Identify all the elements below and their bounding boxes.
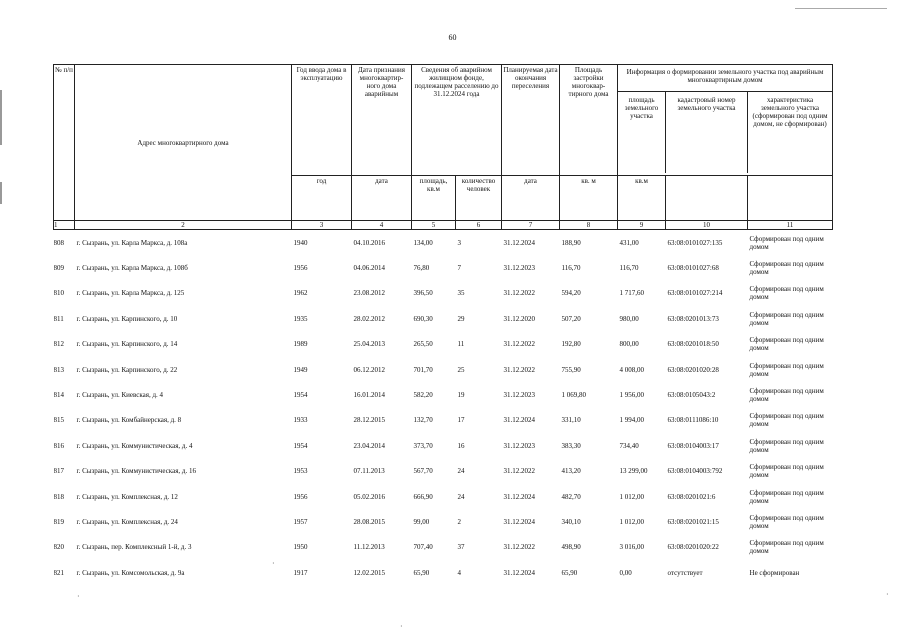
cell-land-char: Сформирован под одним домом xyxy=(749,336,824,353)
cell-building-area: 188,90 xyxy=(561,238,581,247)
cell-land-char: Сформирован под одним домом xyxy=(749,488,824,505)
cell-land-area: 3 016,00 xyxy=(619,543,645,552)
column-number: 11 xyxy=(748,221,833,230)
cell-area: 690,30 xyxy=(413,314,433,323)
cell-num: 814 xyxy=(53,391,64,400)
cell-land-char: Сформирован под одним домом xyxy=(749,513,824,530)
cell-people: 35 xyxy=(457,289,465,298)
cell-area: 65,90 xyxy=(413,568,430,577)
column-number: 2 xyxy=(75,221,292,230)
unit-area: площадь, кв.м xyxy=(412,176,456,221)
cell-address: г. Сызрань, ул. Карпинского, д. 22 xyxy=(76,365,178,374)
unit-year: год xyxy=(292,176,352,221)
cell-area: 76,80 xyxy=(413,264,430,273)
table-row xyxy=(54,433,833,458)
header-land-info-title: Информация о формировании земельного участка под аварийным многоквартирным домом xyxy=(618,65,832,92)
cell-num: 810 xyxy=(53,289,64,298)
cell-address: г. Сызрань, ул. Карла Маркса, д. 108а xyxy=(76,238,188,247)
cell-cadastral: 63:08:0201021:15 xyxy=(667,517,719,526)
header-land-char: характеристика земельного участка (сформирован под одним домом, не сформирован) xyxy=(752,96,828,128)
table-row xyxy=(54,332,833,357)
cell-year: 1935 xyxy=(293,314,308,323)
cell-address: г. Сызрань, ул. Карпинского, д. 14 xyxy=(76,340,178,349)
cell-land-area: 800,00 xyxy=(619,340,639,349)
unit-land-area: кв.м xyxy=(618,176,666,221)
cell-cadastral: 63:08:0105043:2 xyxy=(667,391,716,400)
cell-year: 1933 xyxy=(293,416,308,425)
table-row xyxy=(54,306,833,331)
cell-planned-date: 31.12.2023 xyxy=(503,441,536,450)
cell-cadastral: 63:08:0104003:17 xyxy=(667,441,719,450)
cell-year: 1954 xyxy=(293,391,308,400)
cell-num: 812 xyxy=(53,340,64,349)
cell-land-char: Сформирован под одним домом xyxy=(749,539,824,556)
cell-address: г. Сызрань, ул. Карпинского, д. 10 xyxy=(76,314,178,323)
cell-area: 132,70 xyxy=(413,416,433,425)
header-land-area: площадь земельного участка xyxy=(618,92,666,173)
table-row xyxy=(54,281,833,306)
page-number: 60 xyxy=(448,33,457,42)
emergency-housing-table xyxy=(53,64,833,585)
cell-people: 2 xyxy=(457,517,461,526)
cell-people: 11 xyxy=(457,340,465,349)
cell-cadastral: 63:08:0104003:792 xyxy=(667,467,723,476)
cell-emergency-date: 28.12.2015 xyxy=(353,416,385,425)
cell-num: 820 xyxy=(53,543,64,552)
cell-address: г. Сызрань, ул. Коммунистическая, д. 4 xyxy=(76,441,193,450)
header-housing-info: Сведения об аварийном жилищном фонде, подлежащем расселению до 31.12.2024 года xyxy=(412,65,502,176)
cell-building-area: 116,70 xyxy=(561,264,581,273)
cell-planned-date: 31.12.2020 xyxy=(503,314,536,323)
cell-year: 1956 xyxy=(293,492,308,501)
cell-emergency-date: 12.02.2015 xyxy=(353,568,385,577)
cell-land-char: Сформирован под одним домом xyxy=(749,437,824,454)
cell-emergency-date: 11.12.2013 xyxy=(353,543,385,552)
cell-planned-date: 31.12.2024 xyxy=(503,492,536,501)
cell-building-area: 498,90 xyxy=(561,543,581,552)
cell-emergency-date: 06.12.2012 xyxy=(353,365,385,374)
cell-land-area: 1 994,00 xyxy=(619,416,645,425)
column-number: 4 xyxy=(352,221,412,230)
cell-num: 819 xyxy=(53,517,64,526)
cell-address: г. Сызрань, пер. Комплексный 1-й, д. 3 xyxy=(76,543,192,552)
column-number: 9 xyxy=(618,221,666,230)
unit-building-area: кв. м xyxy=(560,176,618,221)
cell-cadastral: отсутствует xyxy=(667,568,703,577)
cell-area: 567,70 xyxy=(413,467,433,476)
cell-land-area: 1 717,60 xyxy=(619,289,645,298)
unit-people: количество человек xyxy=(456,176,502,221)
cell-people: 24 xyxy=(457,467,465,476)
unit-planned-date: дата xyxy=(502,176,560,221)
table-row xyxy=(54,357,833,382)
cell-building-area: 1 069,80 xyxy=(561,391,587,400)
cell-land-char: Сформирован под одним домом xyxy=(749,310,824,327)
unit-cadastral-empty xyxy=(666,176,748,221)
column-number: 10 xyxy=(666,221,748,230)
column-number: 3 xyxy=(292,221,352,230)
cell-num: 813 xyxy=(53,365,64,374)
cell-address: г. Сызрань, ул. Карла Маркса, д. 125 xyxy=(76,289,185,298)
cell-planned-date: 31.12.2024 xyxy=(503,416,536,425)
table-row xyxy=(54,484,833,509)
cell-emergency-date: 05.02.2016 xyxy=(353,492,385,501)
cell-people: 7 xyxy=(457,264,461,273)
cell-planned-date: 31.12.2022 xyxy=(503,543,536,552)
cell-land-char: Сформирован под одним домом xyxy=(749,234,824,251)
cell-emergency-date: 23.08.2012 xyxy=(353,289,385,298)
cell-cadastral: 63:08:0201020:28 xyxy=(667,365,719,374)
cell-num: 821 xyxy=(53,568,64,577)
cell-num: 809 xyxy=(53,264,64,273)
cell-building-area: 192,80 xyxy=(561,340,581,349)
cell-num: 808 xyxy=(53,238,64,247)
cell-address: г. Сызрань, ул. Комплексная, д. 12 xyxy=(76,492,178,501)
cell-land-area: 0,00 xyxy=(619,568,632,577)
cell-area: 134,00 xyxy=(413,238,433,247)
cell-building-area: 594,20 xyxy=(561,289,581,298)
cell-planned-date: 31.12.2024 xyxy=(503,238,536,247)
cell-num: 815 xyxy=(53,416,64,425)
table-row xyxy=(54,535,833,560)
cell-area: 396,50 xyxy=(413,289,433,298)
cell-num: 817 xyxy=(53,467,64,476)
cell-emergency-date: 04.06.2014 xyxy=(353,264,385,273)
unit-char-empty xyxy=(748,176,833,221)
cell-planned-date: 31.12.2022 xyxy=(503,340,536,349)
cell-planned-date: 31.12.2022 xyxy=(503,365,536,374)
cell-emergency-date: 07.11.2013 xyxy=(353,467,385,476)
header-emergency-date: Дата признания многоквартир-ного дома аварийным xyxy=(352,65,412,176)
cell-people: 3 xyxy=(457,238,461,247)
cell-emergency-date: 16.01.2014 xyxy=(353,391,385,400)
cell-people: 29 xyxy=(457,314,465,323)
cell-emergency-date: 28.08.2015 xyxy=(353,517,385,526)
cell-people: 4 xyxy=(457,568,461,577)
cell-year: 1949 xyxy=(293,365,308,374)
cell-land-area: 734,40 xyxy=(619,441,639,450)
cell-building-area: 383,30 xyxy=(561,441,581,450)
cell-land-char: Сформирован под одним домом xyxy=(749,361,824,378)
cell-planned-date: 31.12.2022 xyxy=(503,467,536,476)
cell-year: 1940 xyxy=(293,238,308,247)
cell-land-char: Сформирован под одним домом xyxy=(749,285,824,302)
table-row xyxy=(54,408,833,433)
cell-building-area: 755,90 xyxy=(561,365,581,374)
cell-address: г. Сызрань, ул. Киевская, д. 4 xyxy=(76,391,164,400)
cell-cadastral: 63:08:0201018:50 xyxy=(667,340,719,349)
table-row xyxy=(54,255,833,280)
cell-emergency-date: 28.02.2012 xyxy=(353,314,385,323)
header-year-built: Год ввода дома в эксплуатацию xyxy=(292,65,352,176)
cell-land-area: 431,00 xyxy=(619,238,639,247)
column-number: 5 xyxy=(412,221,456,230)
cell-cadastral: 63:08:0201021:6 xyxy=(667,492,716,501)
cell-land-area: 1 012,00 xyxy=(619,492,645,501)
cell-cadastral: 63:08:0101027:135 xyxy=(667,238,723,247)
cell-year: 1962 xyxy=(293,289,308,298)
cell-num: 818 xyxy=(53,492,64,501)
cell-area: 265,50 xyxy=(413,340,433,349)
cell-people: 17 xyxy=(457,416,465,425)
cell-land-area: 1 012,00 xyxy=(619,517,645,526)
cell-area: 707,40 xyxy=(413,543,433,552)
column-numbers-row xyxy=(54,221,833,230)
header-building-area: Площадь застройки многоквар-тирного дома xyxy=(560,65,618,176)
cell-people: 16 xyxy=(457,441,465,450)
cell-area: 373,70 xyxy=(413,441,433,450)
cell-building-area: 340,10 xyxy=(561,517,581,526)
scan-speck: · xyxy=(272,559,275,568)
header-land-info xyxy=(618,65,833,176)
cell-building-area: 331,10 xyxy=(561,416,581,425)
cell-people: 19 xyxy=(457,391,465,400)
cell-people: 24 xyxy=(457,492,465,501)
cell-year: 1956 xyxy=(293,264,308,273)
cell-planned-date: 31.12.2023 xyxy=(503,391,536,400)
cell-area: 666,90 xyxy=(413,492,433,501)
cell-land-area: 4 008,00 xyxy=(619,365,645,374)
cell-num: 816 xyxy=(53,441,64,450)
header-cadastral: кадастровый номер земельного участка xyxy=(666,92,748,173)
cell-year: 1950 xyxy=(293,543,308,552)
cell-address: г. Сызрань, ул. Коммунистическая, д. 16 xyxy=(76,467,196,476)
table-row xyxy=(54,560,833,585)
cell-address: г. Сызрань, ул. Карла Маркса, д. 108б xyxy=(76,264,188,273)
cell-land-char: Сформирован под одним домом xyxy=(749,463,824,480)
cell-area: 582,20 xyxy=(413,391,433,400)
header-num: № п/п xyxy=(54,65,75,221)
cell-year: 1957 xyxy=(293,517,308,526)
table-body xyxy=(54,230,833,586)
cell-year: 1917 xyxy=(293,568,308,577)
cell-emergency-date: 23.04.2014 xyxy=(353,441,385,450)
header-address: Адрес многоквартирного дома xyxy=(75,65,292,221)
cell-land-area: 13 299,00 xyxy=(619,467,648,476)
cell-people: 25 xyxy=(457,365,465,374)
cell-num: 811 xyxy=(53,314,64,323)
cell-land-area: 1 956,00 xyxy=(619,391,645,400)
scan-speck: · xyxy=(886,590,889,599)
cell-area: 701,70 xyxy=(413,365,433,374)
cell-cadastral: 63:08:0111086:10 xyxy=(667,416,719,425)
cell-address: г. Сызрань, ул. Комсомольская, д. 9а xyxy=(76,568,185,577)
scan-speck: · xyxy=(400,622,403,631)
table-row xyxy=(54,509,833,534)
cell-address: г. Сызрань, ул. Комбайнерская, д. 8 xyxy=(76,416,182,425)
cell-year: 1954 xyxy=(293,441,308,450)
cell-emergency-date: 25.04.2013 xyxy=(353,340,385,349)
cell-land-area: 980,00 xyxy=(619,314,639,323)
cell-building-area: 413,20 xyxy=(561,467,581,476)
table-row xyxy=(54,459,833,484)
scan-edge-mark xyxy=(0,90,2,145)
column-number: 8 xyxy=(560,221,618,230)
cell-planned-date: 31.12.2023 xyxy=(503,264,536,273)
table-row xyxy=(54,382,833,407)
cell-land-char: Сформирован под одним домом xyxy=(749,412,824,429)
cell-address: г. Сызрань, ул. Комплексная, д. 24 xyxy=(76,517,178,526)
unit-date: дата xyxy=(352,176,412,221)
column-number: 1 xyxy=(54,221,75,230)
cell-building-area: 482,70 xyxy=(561,492,581,501)
cell-land-char: Не сформирован xyxy=(749,568,800,577)
table-row xyxy=(54,230,833,256)
corner-line xyxy=(795,8,887,9)
cell-year: 1989 xyxy=(293,340,308,349)
cell-area: 99,00 xyxy=(413,517,430,526)
cell-planned-date: 31.12.2022 xyxy=(503,289,536,298)
cell-planned-date: 31.12.2024 xyxy=(503,568,536,577)
cell-building-area: 65,90 xyxy=(561,568,578,577)
cell-people: 37 xyxy=(457,543,465,552)
cell-cadastral: 63:08:0201020:22 xyxy=(667,543,719,552)
cell-building-area: 507,20 xyxy=(561,314,581,323)
cell-cadastral: 63:08:0101027:68 xyxy=(667,264,719,273)
cell-cadastral: 63:08:0101027:214 xyxy=(667,289,723,298)
emergency-housing-table-wrap xyxy=(53,64,832,585)
cell-land-char: Сформирован под одним домом xyxy=(749,260,824,277)
column-number: 6 xyxy=(456,221,502,230)
column-number: 7 xyxy=(502,221,560,230)
scan-edge-mark xyxy=(0,182,2,204)
cell-land-area: 116,70 xyxy=(619,264,639,273)
cell-year: 1953 xyxy=(293,467,308,476)
cell-cadastral: 63:08:0201013:73 xyxy=(667,314,719,323)
cell-emergency-date: 04.10.2016 xyxy=(353,238,385,247)
header-planned-date: Планируемая дата окончания переселения xyxy=(502,65,560,176)
cell-planned-date: 31.12.2024 xyxy=(503,517,536,526)
scan-speck: · xyxy=(77,592,80,601)
cell-land-char: Сформирован под одним домом xyxy=(749,387,824,404)
